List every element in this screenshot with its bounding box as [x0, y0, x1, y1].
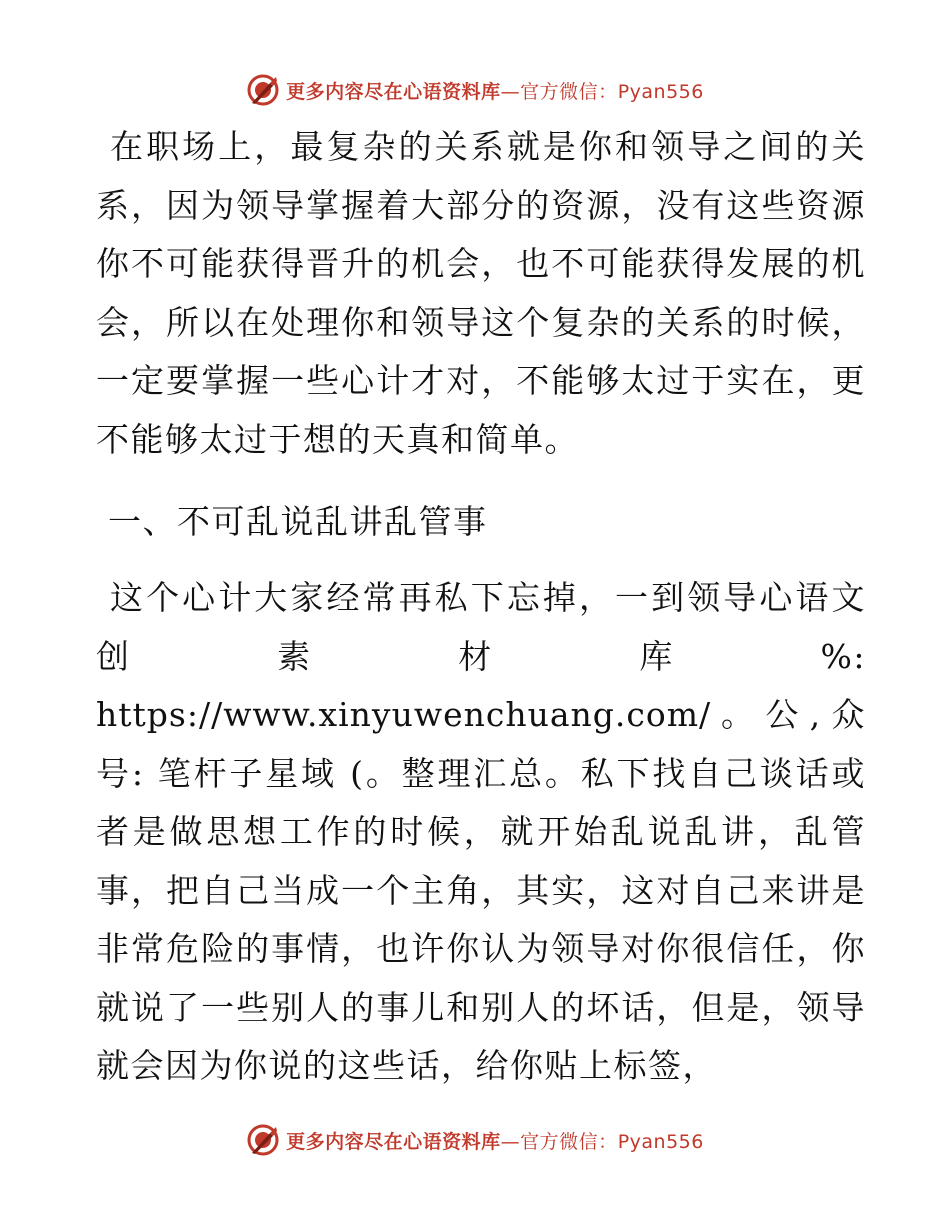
header-watermark-banner	[0, 70, 950, 110]
footer-watermark-banner	[0, 1120, 950, 1160]
footer-wechat-label: 官方微信：	[520, 1130, 618, 1153]
footer-brand-text: 更多内容尽在心语资料库	[286, 1130, 501, 1153]
section-heading-1: 一、不可乱说乱讲乱管事	[108, 502, 488, 541]
header-dash: —	[500, 80, 521, 103]
document-body	[96, 118, 866, 1096]
header-brand-text: 更多内容尽在心语资料库	[286, 80, 501, 103]
quill-seal-icon	[246, 73, 280, 107]
paragraph-section-1	[96, 569, 866, 1096]
header-banner-text	[286, 77, 704, 104]
header-wechat-label: 官方微信：	[520, 80, 618, 103]
quill-seal-icon	[246, 1123, 280, 1157]
paragraph-section-1-part1: 这个心计大家经常再私下忘掉，一到领导心语文创素材库%:	[96, 578, 866, 676]
paragraph-intro: 在职场上，最复杂的关系就是你和领导之间的关系，因为领导掌握着大部分的资源，没有这些资源你不可能获得晋升的机会，也不可能获得发展的机会，所以在处理你和领导这个复杂的关系的时候，一定要掌握一些心计才对，不能够太过于实在，更不能够太过于想的天真和简单。	[96, 127, 866, 459]
footer-wechat-handle: Pyan556	[617, 1130, 704, 1153]
paragraph-section-1-url: https://www.xinyuwenchuang.com/	[96, 695, 712, 734]
footer-dash: —	[500, 1130, 521, 1153]
header-wechat-handle: Pyan556	[617, 80, 704, 103]
footer-banner-text	[286, 1127, 704, 1154]
paragraph-section-1-part2: 。公,众号: 笔杆子星域 (。整理汇总。私下找自己谈话或者是做思想工作的时候，就开始乱说乱讲，乱管事，把自己当成一个主角，其实，这对自己来讲是非常危险的事情，也许你认为领导对你很信任，你就说了一些别人的事儿和别人的坏话，但是，领导就会因为你说的这些话，给你贴上标签，	[96, 695, 866, 1085]
